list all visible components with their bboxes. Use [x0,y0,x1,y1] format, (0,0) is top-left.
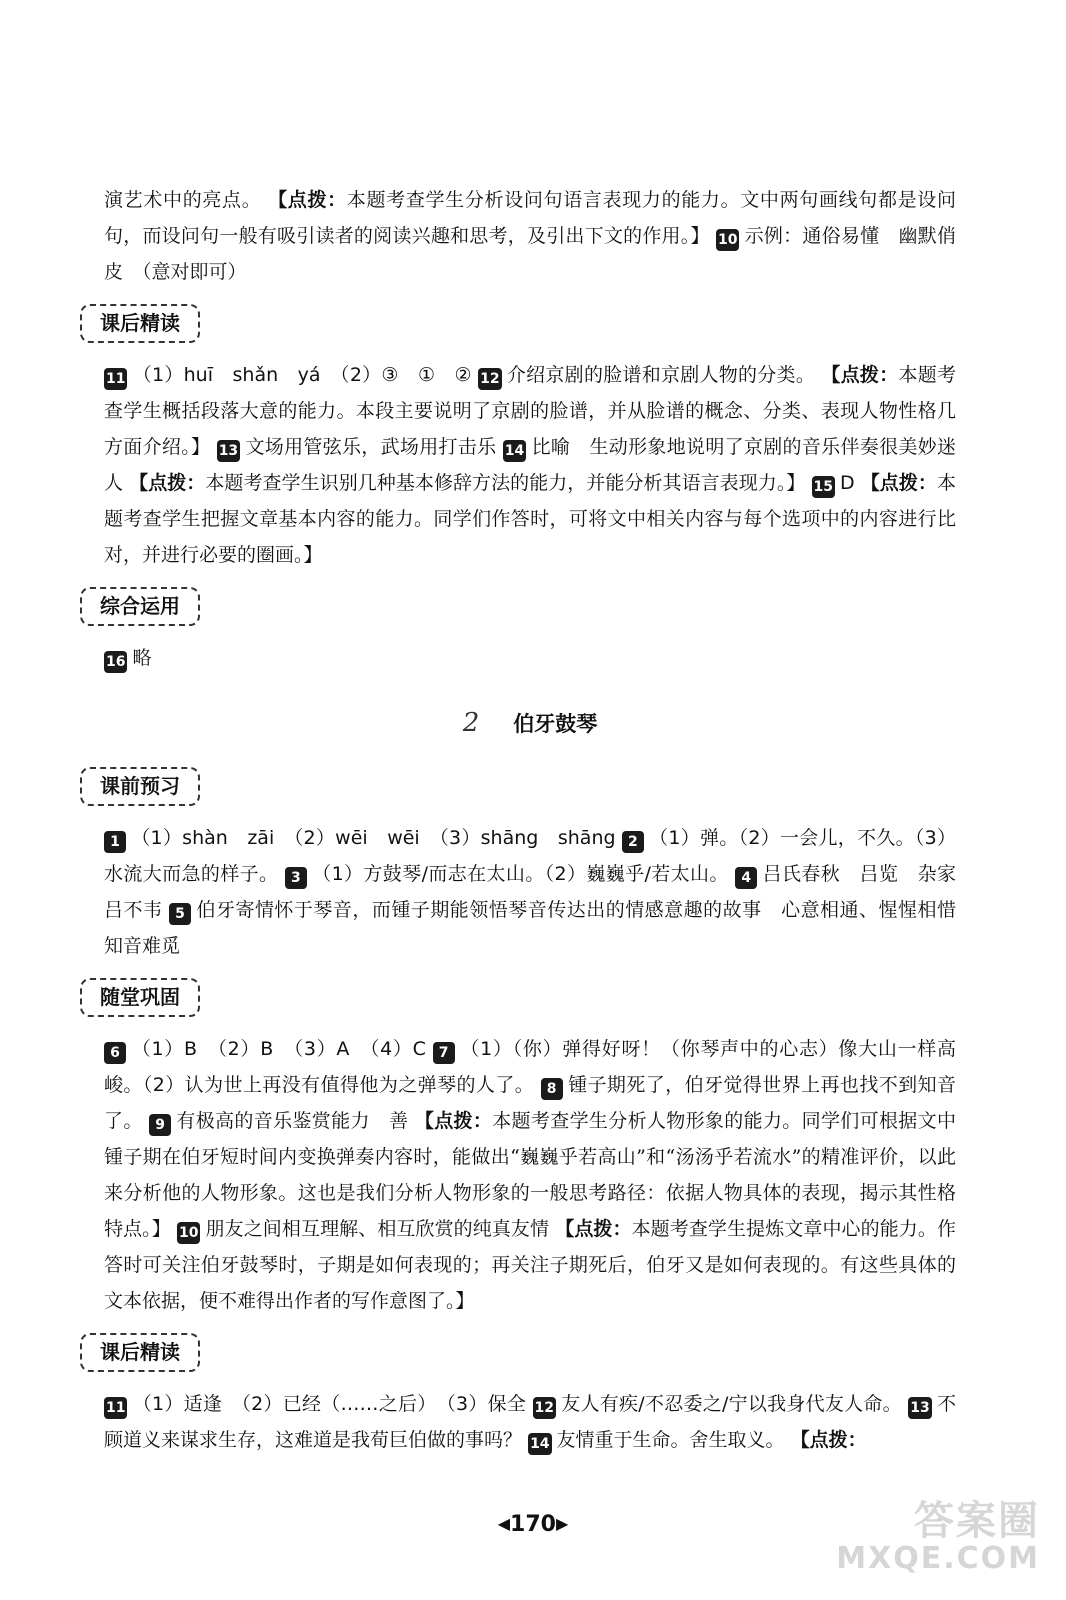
question-number: 5 [169,903,191,925]
tip-label: 【点拨： [860,472,937,494]
question-number: 11 [104,1397,127,1419]
answer-text: （1）huī shǎn yá （2）③ ① ② [132,364,472,386]
answer-text: （1）shàn zāi （2）wēi wēi （3）shāng shāng [131,827,616,849]
question-number: 6 [104,1042,126,1064]
question-number: 10 [177,1222,200,1244]
tip-label: 【点拨： [821,364,899,386]
tip-text: 本题考查学生分析设问句语言表现力的能力。文中两句画线句都是设问句，而设问句一般有吸引读者的阅读兴趣和思考，及引出下文的作用。】 [104,189,956,247]
watermark-url: MXQE.COM [836,1541,1040,1576]
tip-text: 本题考查学生提炼文章中心的能力。作答时可关注伯牙鼓琴时，子期是如何表现的；再关注子期死后，伯牙又是如何表现的。有这些具体的文本依据，便不难得出作者的写作意图了。】 [104,1218,956,1312]
answer-text: 演艺术中的亮点。 [104,189,262,211]
answer-text: 有极高的音乐鉴赏能力 善 [176,1110,409,1132]
right-arrow-icon: ▶ [555,1514,569,1533]
answer-text: 友情重于生命。舍生取义。 [556,1429,785,1451]
section-header-after-reading: 课后精读 [80,304,200,343]
answer-text: 介绍京剧的脸谱和京剧人物的分类。 [506,364,816,386]
answer-text: 不顾道义来谋求生存，这难道是我荀巨伯做的事吗？ [104,1393,956,1451]
tip-text: 本题考查学生分析人物形象的能力。同学们可根据文中锺子期在伯牙短时间内变换弹奏内容时，能做出“巍巍乎若高山”和“汤汤乎若流水”的精准评价，以此来分析他的人物形象。这也是我们分析人物形象的一般思考路径：依据人物具体的表现，揭示其性格特点。】 [104,1110,956,1240]
answer-text: （1）适逢 （2）已经（……之后） （3）保全 [132,1393,527,1415]
answer-text: （1）方鼓琴/而志在太山。（2）巍巍乎/若太山。 [311,863,729,885]
paragraph-block5 [104,1386,956,1458]
answer-text: （1）B （2）B （3）A （4）C [131,1038,426,1060]
answer-text: （1）弹。（2）一会儿，不久。（3）水流大而急的样子。 [104,827,956,885]
tip-label: 【点拨： [414,1110,493,1132]
question-number: 12 [533,1397,556,1419]
page-content [100,182,975,1458]
answer-text: 文场用管弦乐，武场用打击乐 [245,436,497,458]
question-number: 14 [528,1433,551,1455]
question-number: 13 [217,440,240,462]
answer-text: 锺子期死了，伯牙觉得世界上再也找不到知音了。 [104,1074,956,1132]
question-number: 3 [285,867,307,889]
tip-text: 本题考查学生概括段落大意的能力。本段主要说明了京剧的脸谱，并从脸谱的概念、分类、表现人物性格几方面介绍。】 [104,364,956,458]
page-number-text: 170 [510,1512,556,1537]
question-number: 8 [541,1078,563,1100]
lesson-title: 伯牙鼓琴 [513,712,598,736]
paragraph-block1 [104,357,956,573]
question-number: 10 [716,229,739,251]
answer-text: 略 [132,647,152,669]
paragraph-block3 [104,820,975,964]
paragraph-block4 [104,1031,956,1319]
answer-text: 比喻 生动形象地说明了京剧的音乐伴奏很美妙迷人 [104,436,956,494]
tip-label: 【点拨： [268,189,347,211]
question-number: 14 [503,440,526,462]
watermark-brand: 答案圈 [914,1498,1040,1544]
paragraph-top [104,182,956,290]
answer-text: D [840,472,855,494]
lesson-heading [104,708,956,739]
question-number: 9 [149,1114,171,1136]
question-number: 7 [433,1042,455,1064]
tip-label: 【点拨： [790,1429,867,1451]
question-number: 1 [104,831,126,853]
answer-text: 友人有疾/不忍委之/宁以我身代友人命。 [560,1393,902,1415]
answer-text: （1）（你）弹得好呀！（你琴声中的心志）像大山一样高峻。（2）认为世上再没有值得他为之弹琴的人了。 [104,1038,956,1096]
tip-label: 【点拨： [129,472,206,494]
answer-text: 朋友之间相互理解、相互欣赏的纯真友情 [205,1218,550,1240]
section-header-consolidate: 随堂巩固 [80,978,200,1017]
tip-text: 本题考查学生识别几种基本修辞方法的能力，并能分析其语言表现力。】 [205,472,806,494]
watermark-logo [836,1500,1040,1576]
question-number: 4 [735,867,757,889]
tip-text: 本题考查学生把握文章基本内容的能力。同学们作答时，可将文中相关内容与每个选项中的内容进行比对，并进行必要的圈画。】 [104,472,956,566]
tip-label: 【点拨： [555,1218,632,1240]
left-arrow-icon: ◀ [497,1514,511,1533]
answer-text: 示例：通俗易懂 幽默俏皮 （意对即可） [104,225,956,283]
question-number: 2 [622,831,644,853]
question-number: 12 [478,368,501,390]
question-number: 11 [104,368,127,390]
question-number: 16 [104,651,127,673]
section-header-preview: 课前预习 [80,767,200,806]
question-number: 13 [908,1397,931,1419]
section-header-comprehensive: 综合运用 [80,587,200,626]
answer-text: 伯牙寄情怀于琴音，而锺子期能领悟琴音传达出的情感意趣的故事 心意相通、惺惺相惜 知音难觅 [104,899,975,957]
answer-text: 吕氏春秋 吕览 杂家 吕不韦 [104,863,975,921]
lesson-number: 2 [462,708,480,738]
section-header-after-reading-2: 课后精读 [80,1333,200,1372]
paragraph-block2 [104,640,956,676]
question-number: 15 [812,476,835,498]
